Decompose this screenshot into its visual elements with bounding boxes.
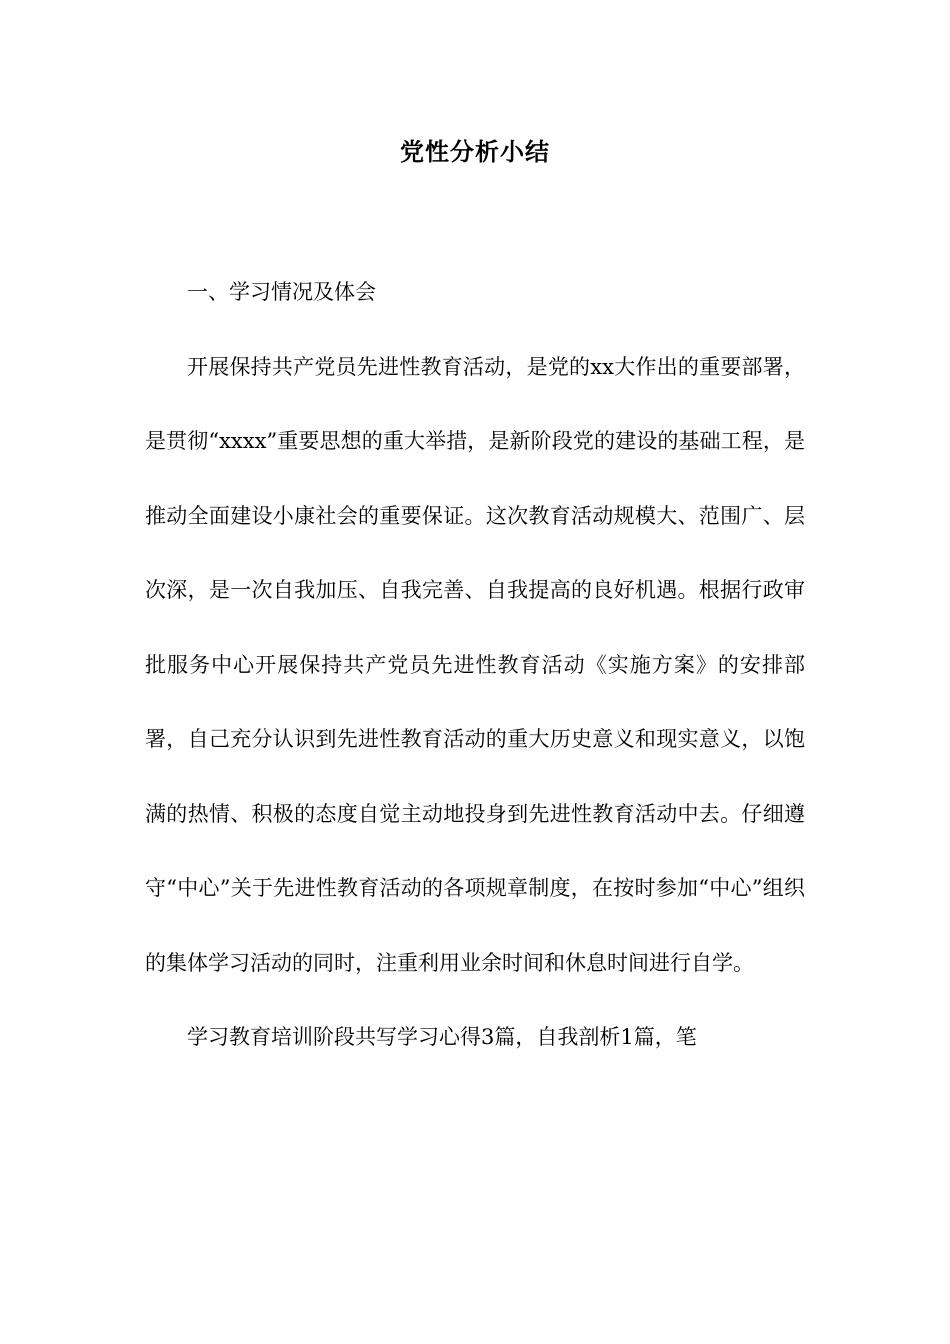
document-body [145,255,805,1075]
body-paragraph: 学习教育培训阶段共写学习心得3篇，自我剖析1篇，笔 [187,1025,697,1049]
document-title: 党性分析小结 [400,137,550,166]
section-heading: 一、学习情况及体会 [187,280,376,304]
body-paragraph: 开展保持共产党员先进性教育活动，是党的xx大作出的重要部署，是贯彻“xxxx”重要思想的重大举措，是新阶段党的建设的基础工程，是推动全面建设小康社会的重要保证。这次教育活动规模大、范围广、层次深，是一次自我加压、自我完善、自我提高的良好机遇。根据行政审批服务中心开展保持共产党员先进性教育活动《实施方案》的安排部署，自己充分认识到先进性教育活动的重大历史意义和现实意义，以饱满的热情、积极的态度自觉主动地投身到先进性教育活动中去。仔细遵守“中心”关于先进性教育活动的各项规章制度，在按时参加“中心”组织的集体学习活动的同时，注重利用业余时间和休息时间进行自学。 [145,354,805,975]
